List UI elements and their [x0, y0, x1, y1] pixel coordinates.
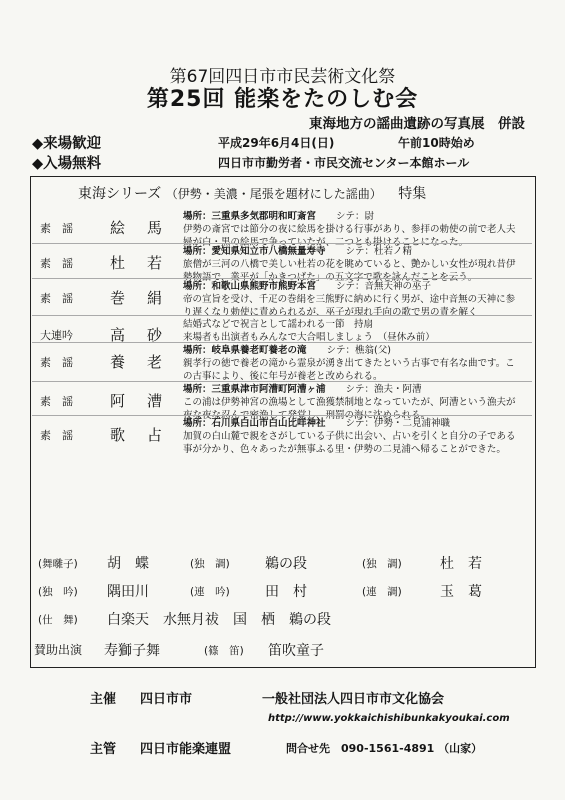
performance-title: 白楽天 水無月祓 国 栖 鵜の段: [107, 612, 331, 628]
row-divider: [32, 342, 532, 343]
page-title: 第25回 能楽をたのしむ会: [146, 87, 419, 112]
program-description: 結婚式などで祝言として謡われる一節 持扇 来場者も出演者もみんなで大合唱しましょう （昼休み前）: [183, 319, 435, 343]
program-description: 伊勢の斎宮では節分の夜に絵馬を掛ける行事があり、参拝の勅使の前で老人夫婦が白・黒の絵馬で争っていたが、二つとも掛けることになった。: [183, 224, 516, 248]
performance-type: 賛助出演: [34, 643, 83, 657]
program-shite: シテ：尉: [336, 211, 375, 222]
program-title: 歌占: [110, 426, 185, 444]
program-description-block: [183, 280, 523, 319]
row-divider: [32, 243, 532, 244]
performance-type: (独 調): [190, 558, 230, 570]
row-divider: [32, 381, 532, 382]
event-venue: 四日市市勤労者・市民交流センター本館ホール: [218, 156, 470, 170]
free-entry-label: ◆入場無料: [32, 156, 102, 172]
performance-title: 寿獅子舞: [104, 643, 160, 659]
performance-title: 玉 葛: [440, 584, 482, 600]
performance-title: 隅田川: [107, 584, 149, 600]
performance-type: (篠 笛): [204, 645, 244, 657]
festival-title: 第67回四日市市民芸術文化祭: [169, 67, 396, 87]
series-name: 東海シリーズ: [78, 186, 162, 202]
program-description: 帝の宣旨を受け、千疋の巻絹を三熊野に納めに行く男が、途中音無の天神に参り遅くなり勅使に責められるが、巫子が現れ手向の歌で男の責を解く: [183, 294, 516, 318]
program-place: 場所：三重県津市阿漕町阿漕ヶ浦: [183, 384, 326, 395]
program-category: 素 謡: [40, 356, 73, 369]
welcome-label: ◆来場歓迎: [32, 136, 102, 152]
host-city: 四日市市: [140, 692, 193, 707]
host-association: 一般社団法人四日市市文化協会: [262, 692, 445, 707]
row-divider: [32, 315, 532, 316]
contact-info: 問合せ先 090-1561-4891 （山家）: [286, 742, 483, 755]
program-title: 阿漕: [110, 392, 185, 410]
event-date: 平成29年6月4日(日): [218, 136, 335, 150]
program-shite: シテ：伊勢・二見浦神職: [345, 418, 451, 429]
event-time: 午前10時始め: [398, 136, 475, 150]
program-title: 絵馬: [110, 219, 185, 237]
program-description-block: [183, 344, 523, 383]
series-tokushu: 特集: [398, 186, 427, 202]
program-description: 親孝行の徳で養老の滝から霊泉が湧き出てきたという古事で有名な曲です。この古事により、後に年号が養老と改められる。: [183, 358, 515, 382]
performance-title: 杜 若: [440, 556, 482, 572]
performance-type: (連 吟): [190, 586, 230, 598]
performance-type: (舞囃子): [38, 558, 78, 570]
program-shite: シテ：樵翁(父): [326, 345, 391, 356]
performance-title: 鵜の段: [265, 556, 307, 572]
host-label: 主催: [90, 692, 117, 707]
program-place: 場所：岐阜県養老町養老の滝: [183, 345, 307, 356]
performance-title: 田 村: [265, 584, 307, 600]
organizer-name: 四日市能楽連盟: [140, 742, 232, 757]
program-category: 素 謡: [40, 395, 73, 408]
row-divider: [32, 278, 532, 279]
program-category: 大連吟: [40, 329, 73, 342]
program-description: 旅僧が三河の八橋で美しい杜若の花を眺めていると、艶かしい女性が現れ昔伊勢物語で、業平が「かきつばた」の五文字で歌を詠んだことを云う。: [183, 259, 516, 283]
performance-title: 胡 蝶: [107, 556, 149, 572]
series-title: [78, 183, 426, 203]
performance-title: 笛吹童子: [268, 643, 324, 659]
program-category: 素 謡: [40, 429, 73, 442]
program-place: 場所：三重県多気郡明和町斎宮: [183, 211, 317, 222]
program-category: 素 謡: [40, 222, 73, 235]
program-title: 巻絹: [110, 289, 185, 307]
program-category: 素 謡: [40, 292, 73, 305]
program-shite: シテ：音無天神の巫子: [336, 281, 432, 292]
program-description-block: [183, 417, 523, 456]
series-subtitle: （伊勢・美濃・尾張を題材にした謡曲）: [165, 187, 382, 201]
program-place: 場所：石川県白山市白山比咩神社: [183, 418, 326, 429]
program-shite: シテ：杜若ノ精: [345, 246, 413, 257]
program-category: 素 謡: [40, 257, 73, 270]
program-title: 高砂: [110, 326, 185, 344]
performance-type: (仕 舞): [38, 614, 78, 626]
row-divider: [32, 415, 532, 416]
program-description: この浦は伊勢神宮の漁場として漁獲禁制地となっていたが、阿漕という漁夫が夜な夜な忍んで密漁して発覚し、刑罰の海に沈められる。: [183, 397, 516, 421]
program-place: 場所：和歌山県熊野市熊野本宮: [183, 281, 317, 292]
program-description: 加賀の白山麓で親をさがしている子供に出会い、占いを引くと自分の子である事が分かり、色々あったが無事ふる里・伊勢の二見浦へ帰ることができた。: [183, 431, 516, 455]
performance-type: (連 調): [362, 586, 402, 598]
exhibit-note: 東海地方の謡曲遺跡の写真展 併設: [309, 116, 525, 132]
program-shite: シテ：漁夫・阿漕: [345, 384, 422, 395]
program-title: 養老: [110, 353, 185, 371]
program-title: 杜若: [110, 254, 185, 272]
organizer-label: 主管: [90, 742, 117, 757]
program-description-block: [183, 317, 523, 344]
program-place: 場所：愛知県知立市八橋無量寿寺: [183, 246, 326, 257]
performance-type: (独 吟): [38, 586, 78, 598]
performance-type: (独 調): [362, 558, 402, 570]
website-link[interactable]: http://www.yokkaichishibunkakyoukai.com: [268, 713, 510, 724]
